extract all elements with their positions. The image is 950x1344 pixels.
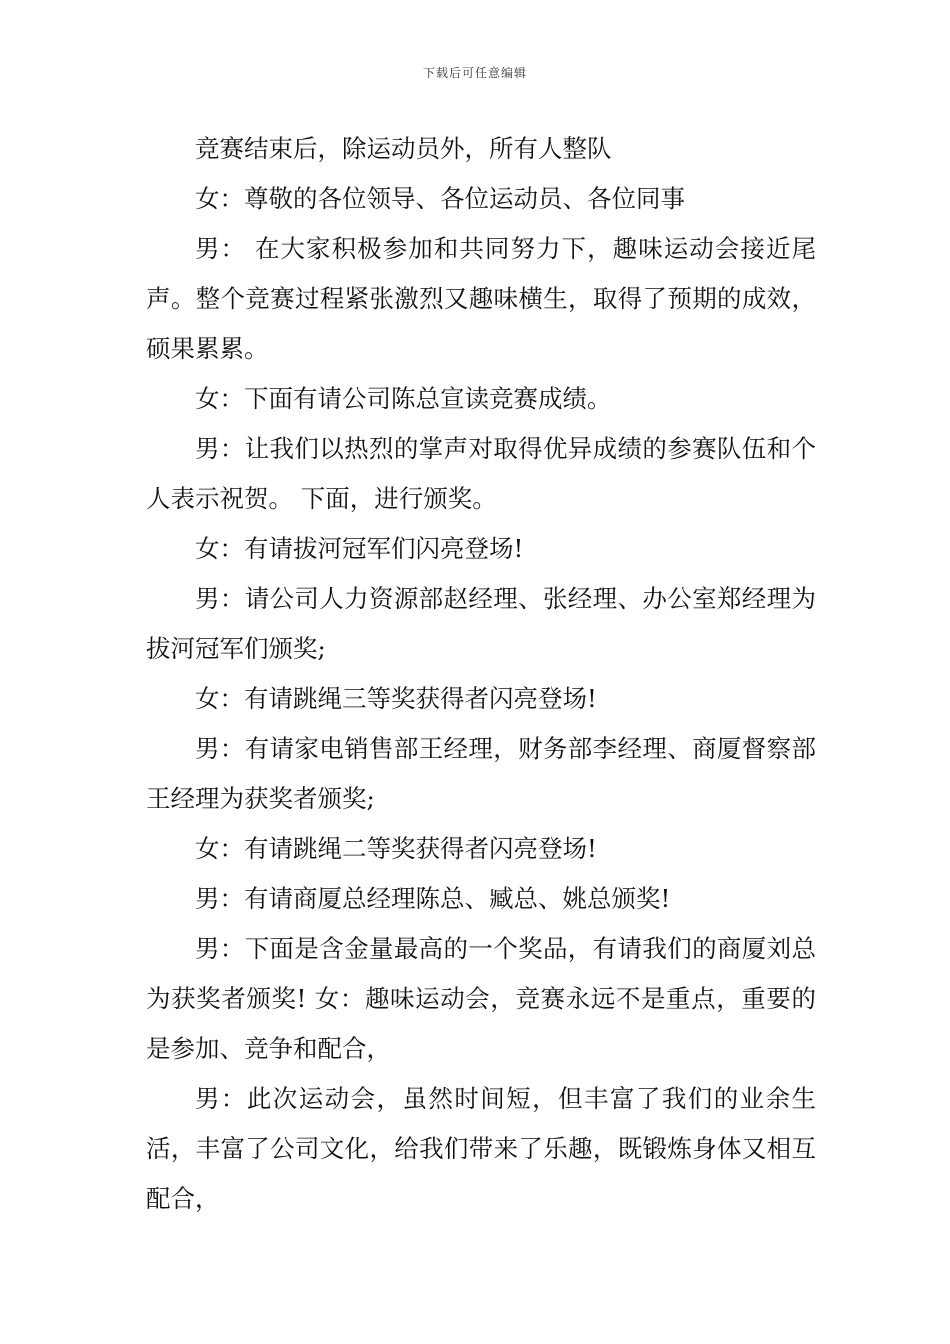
paragraph-10: 女：有请跳绳二等奖获得者闪亮登场! (195, 834, 597, 863)
paragraph-11: 男：有请商厦总经理陈总、臧总、姚总颁奖! (195, 884, 671, 913)
paragraph-5: 男：让我们以热烈的掌声对取得优异成绩的参赛队伍和个人表示祝贺。 下面，进行颁奖。 (146, 434, 816, 513)
paragraph-4: 女：下面有请公司陈总宣读竞赛成绩。 (195, 384, 612, 413)
document-body (146, 124, 816, 1224)
paragraph-9: 男：有请家电销售部王经理，财务部李经理、商厦督察部王经理为获奖者颁奖; (146, 734, 816, 813)
paragraph-12: 男：下面是含金量最高的一个奖品，有请我们的商厦刘总为获奖者颁奖! 女：趣味运动会，竞赛永远不是重点，重要的是参加、竞争和配合， (146, 934, 816, 1063)
page-header-note: 下载后可任意编辑 (422, 66, 527, 80)
paragraph-8: 女：有请跳绳三等奖获得者闪亮登场! (195, 684, 597, 713)
paragraph-6: 女：有请拔河冠军们闪亮登场! (195, 534, 524, 563)
paragraph-2: 女：尊敬的各位领导、各位运动员、各位同事 (195, 184, 685, 213)
paragraph-13: 男：此次运动会，虽然时间短，但丰富了我们的业余生活，丰富了公司文化，给我们带来了乐趣，既锻炼身体又相互配合， (146, 1084, 816, 1213)
paragraph-7: 男：请公司人力资源部赵经理、张经理、办公室郑经理为拔河冠军们颁奖; (146, 584, 816, 663)
paragraph-3: 男： 在大家积极参加和共同努力下，趣味运动会接近尾声。整个竞赛过程紧张激烈又趣味横生，取得了预期的成效，硕果累累。 (146, 234, 816, 363)
paragraph-1: 竞赛结束后，除运动员外，所有人整队 (195, 134, 612, 163)
